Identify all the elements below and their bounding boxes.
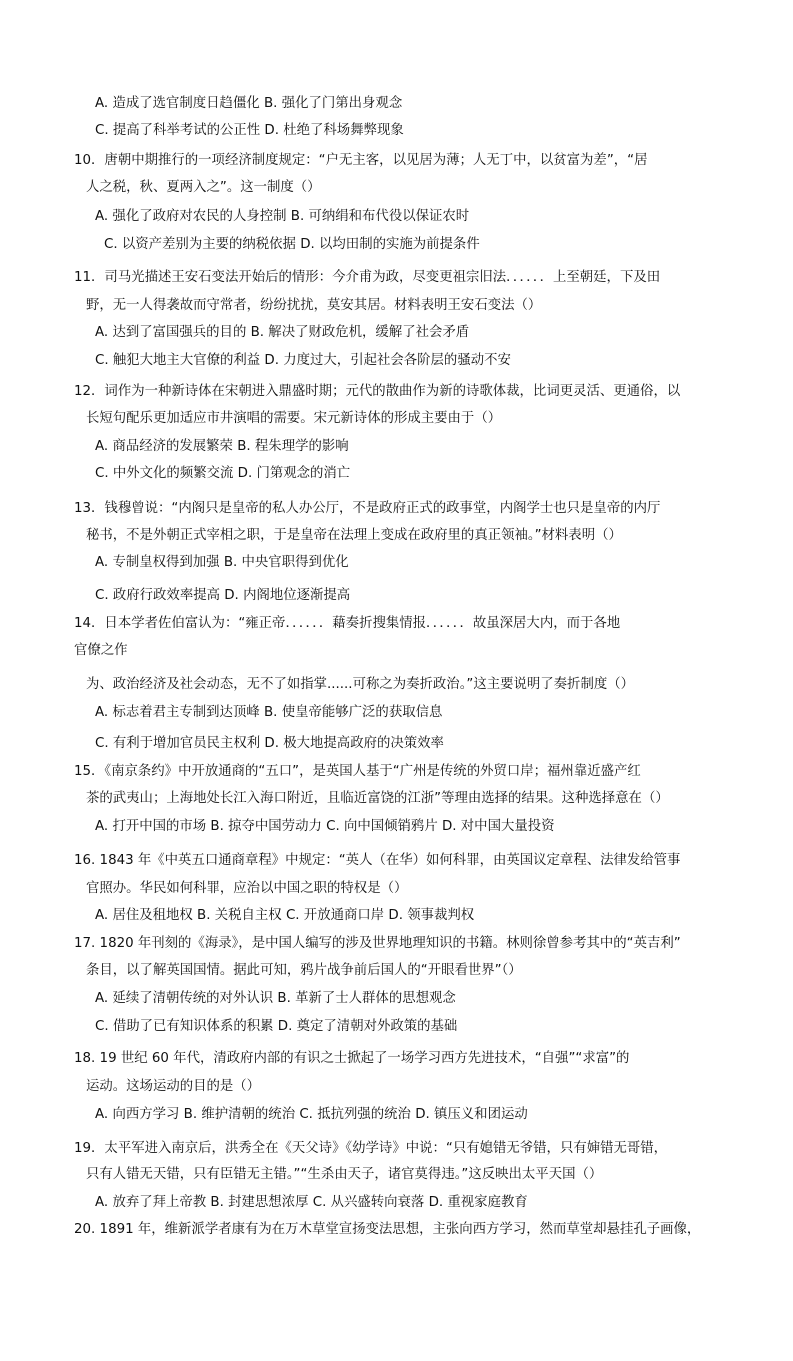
q16-options: A. 居住及租地权 B. 关税自主权 C. 开放通商口岸 D. 领事裁判权 [95,908,475,923]
q17-option-ab: A. 延续了清朝传统的对外认识 B. 革新了士人群体的思想观念 [95,991,456,1006]
q14-stem-line1: 14．日本学者佐伯富认为：“雍正帝．．．．．．藉奏折搜集情报．．．．．．故虽深居大内，而于各地 [74,616,621,631]
q19-stem-line1: 19．太平军进入南京后，洪秀全在《天父诗》《幼学诗》中说：“只有媳错无爷错，只有婶错无哥错， [74,1141,668,1156]
q12-stem-line2: 长短句配乐更加适应市井演唱的需要。宋元新诗体的形成主要由于（） [86,411,502,426]
q10-stem-line1: 10．唐朝中期推行的一项经济制度规定：“户无主客，以见居为薄；人无丁中，以贫富为差”，“居 [74,153,648,168]
q9-option-cd: C. 提高了科举考试的公正性 D. 杜绝了科场舞弊现象 [95,123,404,138]
q11-stem-line1: 11．司马光描述王安石变法开始后的情形：今介甫为政，尽变更祖宗旧法．．．．．．上至朝廷，下及田 [74,270,661,285]
q11-option-cd: C. 触犯大地主大官僚的利益 D. 力度过大，引起社会各阶层的骚动不安 [95,353,511,368]
q18-stem-line2: 运动。这场运动的目的是（） [86,1079,261,1094]
q10-option-cd: C. 以资产差别为主要的纳税依据 D. 以均田制的实施为前提条件 [104,237,480,252]
q13-option-cd: C. 政府行政效率提高 D. 内阁地位逐渐提高 [95,588,351,603]
q13-stem-line1: 13．钱穆曾说：“内阁只是皇帝的私人办公厅，不是政府正式的政事堂，内阁学士也只是皇帝的内厅 [74,501,661,516]
q13-stem-line2: 秘书，不是外朝正式宰相之职，于是皇帝在法理上变成在政府里的真正领袖。”材料表明（） [86,528,622,543]
q12-option-cd: C. 中外文化的频繁交流 D. 门第观念的消亡 [95,466,351,481]
q15-stem-line1: 15．《南京条约》中开放通商的“五口”，是英国人基于“广州是传统的外贸口岸；福州靠近盛产红 [74,764,641,779]
q16-stem-line2: 官照办。华民如何科罪，应治以中国之职的特权是（） [86,881,408,896]
q10-stem-line2: 人之税，秋、夏两入之”。这一制度（） [86,180,321,195]
q17-stem-line2: 条目，以了解英国国情。据此可知，鸦片战争前后国人的“开眼看世界”（） [86,963,522,978]
q19-options: A. 放弃了拜上帝教 B. 封建思想浓厚 C. 从兴盛转向衰落 D. 重视家庭教育 [95,1195,528,1210]
q14-stem-line3: 为、政治经济及社会动态，无不了如指掌......可称之为奏折政治。”这主要说明了奏折制度（） [86,677,635,692]
q19-stem-line2: 只有人错无天错，只有臣错无主错。”“生杀由天子，诸官莫得违。”这反映出太平天国（） [86,1167,603,1182]
q16-stem-line1: 16. 1843 年《中英五口通商章程》中规定：“英人（在华）如何科罪，由英国议定章程、法律发给管事 [74,853,681,868]
q12-stem-line1: 12．词作为一种新诗体在宋朝进入鼎盛时期；元代的散曲作为新的诗歌体裁，比词更灵活、更通俗，以 [74,384,681,399]
q14-option-ab: A. 标志着君主专制到达顶峰 B. 使皇帝能够广泛的获取信息 [95,705,443,720]
q11-stem-line2: 野，无一人得袭故而守常者，纷纷扰扰，莫安其居。材料表明王安石变法（） [86,298,542,313]
q13-option-ab: A. 专制皇权得到加强 B. 中央官职得到优化 [95,555,349,570]
q17-stem-line1: 17. 1820 年刊刻的《海录》，是中国人编写的涉及世界地理知识的书籍。林则徐曾参考其中的“英吉利” [74,936,681,951]
q15-stem-line2: 茶的武夷山；上海地处长江入海口附近，且临近富饶的江浙”等理由选择的结果。这种选择意在（） [86,791,669,806]
q20-stem-line1: 20. 1891 年，维新派学者康有为在万木草堂宣扬变法思想，主张向西方学习，然而草堂却悬挂孔子画像， [74,1222,701,1237]
q18-stem-line1: 18. 19 世纪 60 年代，清政府内部的有识之士掀起了一场学习西方先进技术，“自强”“求富”的 [74,1051,630,1066]
q18-options: A. 向西方学习 B. 维护清朝的统治 C. 抵抗列强的统治 D. 镇压义和团运动 [95,1107,528,1122]
q9-option-ab: A. 造成了选官制度日趋僵化 B. 强化了门第出身观念 [95,96,403,111]
q14-stem-line2: 官僚之作 [74,643,128,658]
q10-option-ab: A. 强化了政府对农民的人身控制 B. 可纳绢和布代役以保证农时 [95,209,470,224]
q12-option-ab: A. 商品经济的发展繁荣 B. 程朱理学的影响 [95,439,349,454]
q15-options: A. 打开中国的市场 B. 掠夺中国劳动力 C. 向中国倾销鸦片 D. 对中国大量投资 [95,819,555,834]
q14-option-cd: C. 有利于增加官员民主权利 D. 极大地提高政府的决策效率 [95,736,444,751]
q17-option-cd: C. 借助了已有知识体系的积累 D. 奠定了清朝对外政策的基础 [95,1019,458,1034]
q11-option-ab: A. 达到了富国强兵的目的 B. 解决了财政危机，缓解了社会矛盾 [95,325,470,340]
